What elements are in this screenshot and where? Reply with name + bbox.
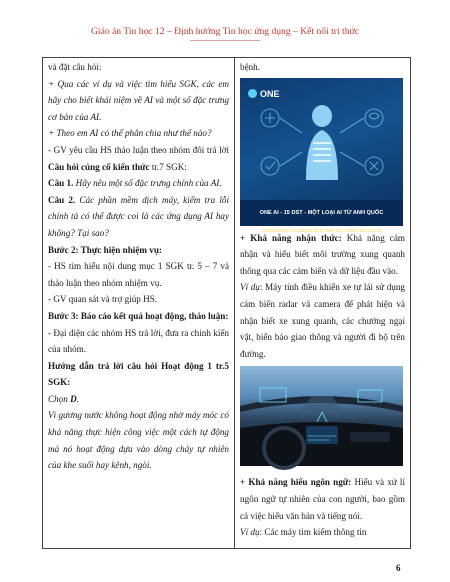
- header-underline: -----------------------------------------------: [189, 38, 261, 44]
- lesson-table: [42, 57, 411, 549]
- question-2: Câu 2. Các phần mềm dịch máy, kiểm tra lỗi chính tả có thể được coi là các ứng dụng AI hay không? Tại sao?: [48, 194, 229, 238]
- answer-guide-heading: Hướng dẫn trả lời câu hỏi Hoạt động 1 tr.5 SGK:: [48, 360, 229, 388]
- step-2-student-task: - HS tìm hiểu nội dung mục 1 SGK tr. 5 – 7 và thảo luận theo nhóm nhiệm vụ.: [48, 261, 229, 288]
- perception-ability: + Khả năng nhận thức: Khả năng cảm nhận và hiểu biết môi trường xung quanh thông qua các cảm biến và dữ liệu đầu vào.: [240, 232, 405, 276]
- medical-icons-illustration: [240, 78, 403, 200]
- question-ai-classification: + Theo em AI có thể phân chia như thế nào?: [48, 128, 212, 139]
- one-ai-logo: ONE: [248, 86, 280, 103]
- continued-text: bệnh.: [240, 62, 261, 72]
- step-3-heading: Bước 3: Báo cáo kết quả hoạt động, thảo luận:: [48, 310, 229, 321]
- self-driving-car-image: [240, 366, 403, 466]
- question-ai-concept: + Qua các ví dụ và việc tìm hiểu SGK, các em hãy cho biết khái niệm về AI và một số đặc trưng cơ bản của AI.: [48, 78, 229, 122]
- step-3-task: - Đại diện các nhóm HS trả lời, đưa ra chính kiến của nhóm.: [48, 327, 229, 355]
- question-1: Câu 1. Hãy nêu một số đặc trưng chính của AI.: [48, 178, 222, 189]
- image-caption-banner: ONE AI - 15 DST - MỘT LOẠI AI TỪ ANH QUỐC CHẨN ĐOÁN CÁC BỆNH MÃN TÍNH DỰA TRÊN MÃ ICD-10: [240, 200, 403, 226]
- left-column: [43, 58, 235, 549]
- step-2-teacher-task: - GV quan sát và trợ giúp HS.: [48, 294, 158, 305]
- step-2-heading: Bước 2: Thực hiện nhiệm vụ:: [48, 244, 162, 255]
- answer-explanation: Vì gương nước không hoạt động nhờ máy móc có khả năng thực hiện công việc một cách tự động mà nó hoạt động dựa vào dòng chảy tự nhiên của khe suối hay kênh, ngòi.: [48, 410, 229, 471]
- perception-example: Ví dụ: Máy tính điều khiển xe tự lái sử dụng cảm biến radar và camera để phát hiện và nhận biết xe xung quanh, các chướng ngại vật, biển báo giao thông và người đi bộ trên đường.: [240, 282, 405, 359]
- page-header: Giáo án Tin học 12 – Định hướng Tin học ứng dụng – Kết nối tri thức: [91, 26, 359, 37]
- language-ability: + Khả năng hiểu ngôn ngữ: Hiểu và xử lí ngôn ngữ tự nhiên của con người, bao gồm cả việc hiểu văn bản và tiếng nói.: [240, 477, 405, 521]
- intro-line: và đặt câu hỏi:: [48, 62, 102, 72]
- language-example: Ví dụ: Các máy tìm kiếm thông tin: [240, 527, 367, 538]
- right-column: [235, 58, 411, 549]
- answer-choice: Chọn D.: [48, 393, 79, 404]
- task-pair-discussion: - GV yêu cầu HS thảo luận theo nhóm đôi trả lời Câu hỏi củng cố kiến thức tr.7 SGK:: [48, 144, 229, 172]
- car-cockpit-illustration: [240, 366, 403, 466]
- ai-healthcare-image: [240, 78, 403, 234]
- page-number: 6: [396, 563, 401, 573]
